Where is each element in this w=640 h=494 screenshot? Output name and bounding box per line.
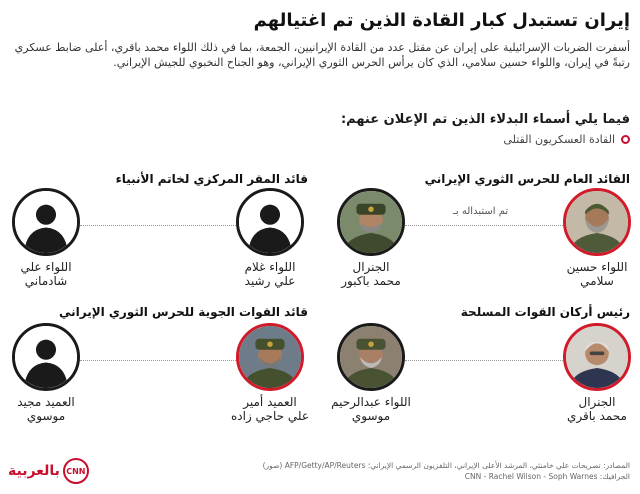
photo-mousavi-m [12, 323, 80, 391]
name-salami: اللواء حسين سلامي [566, 260, 628, 288]
sources-credit: المصادر: تصريحات علي خامنئي، المرشد الأعلى الإيراني، التلفزيون الرسمي الإيراني؛ AFP/Getty/AP/Reuters (صور) الجرافيك: CNN - Rachel Wilson - Soph Warnes [262, 461, 630, 481]
person-photo-icon [239, 326, 301, 388]
person-silhouette-icon [15, 326, 77, 388]
section-title-chief-of-staff: رئيس أركان القوات المسلحة [460, 305, 630, 319]
cnn-arabic-logo: CNN بالعربية [8, 458, 89, 484]
connector-line [405, 360, 565, 361]
connector-line [405, 225, 565, 226]
red-ring-icon [621, 135, 630, 144]
name-mousavi-m: العميد مجيد موسوي [17, 395, 75, 423]
photo-pakpour [337, 188, 405, 256]
photo-mousavi-a [337, 323, 405, 391]
legend-label: القادة العسكريون القتلى [503, 133, 615, 146]
person-silhouette-icon [15, 191, 77, 253]
subheading: فيما يلي أسماء البدلاء الذين تم الإعلان عنهم: [340, 112, 630, 127]
photo-hajizadeh [236, 323, 304, 391]
person-silhouette-icon [239, 191, 301, 253]
section-title-aerospace: قائد القوات الجوية للحرس الثوري الإيراني [58, 305, 308, 319]
section-title-irgc: القائد العام للحرس الثوري الإيراني [424, 172, 630, 186]
photo-shadmani [12, 188, 80, 256]
person-photo-icon [340, 326, 402, 388]
name-mousavi-a: اللواء عبدالرحيم موسوي [331, 395, 411, 423]
person-photo-icon [340, 191, 402, 253]
legend [503, 133, 630, 146]
name-hajizadeh: العميد أمير علي حاجي زاده [230, 395, 310, 423]
name-bagheri: الجنرال محمد باقري [567, 395, 627, 423]
page-title: إيران تستبدل كبار القادة الذين تم اغتيالهم [253, 10, 630, 31]
connector-line [80, 360, 240, 361]
name-rashid: اللواء غلام علي رشيد [244, 260, 296, 288]
name-pakpour: الجنرال محمد باكبور [341, 260, 401, 288]
photo-salami [563, 188, 631, 256]
photo-rashid [236, 188, 304, 256]
person-photo-icon [566, 326, 628, 388]
succession-label: تم استبداله بـ [450, 206, 511, 217]
section-title-khatam: قائد المقر المركزي لخاتم الأنبياء [115, 172, 308, 186]
name-shadmani: اللواء علي شادماني [20, 260, 72, 288]
intro-paragraph: أسفرت الضربات الإسرائيلية على إيران عن مقتل عدد من القادة الإيرانيين، الجمعة، بما في ذلك اللواء محمد باقري، أعلى ضابط عسكري رتبةً في إيران، واللواء حسين سلامي، الذي كان يرأس الحرس الثوري الإيراني، وهو الجناح النخبوي للجيش الإيراني. [14, 41, 630, 69]
person-photo-icon [566, 191, 628, 253]
connector-line [80, 225, 240, 226]
photo-bagheri [563, 323, 631, 391]
